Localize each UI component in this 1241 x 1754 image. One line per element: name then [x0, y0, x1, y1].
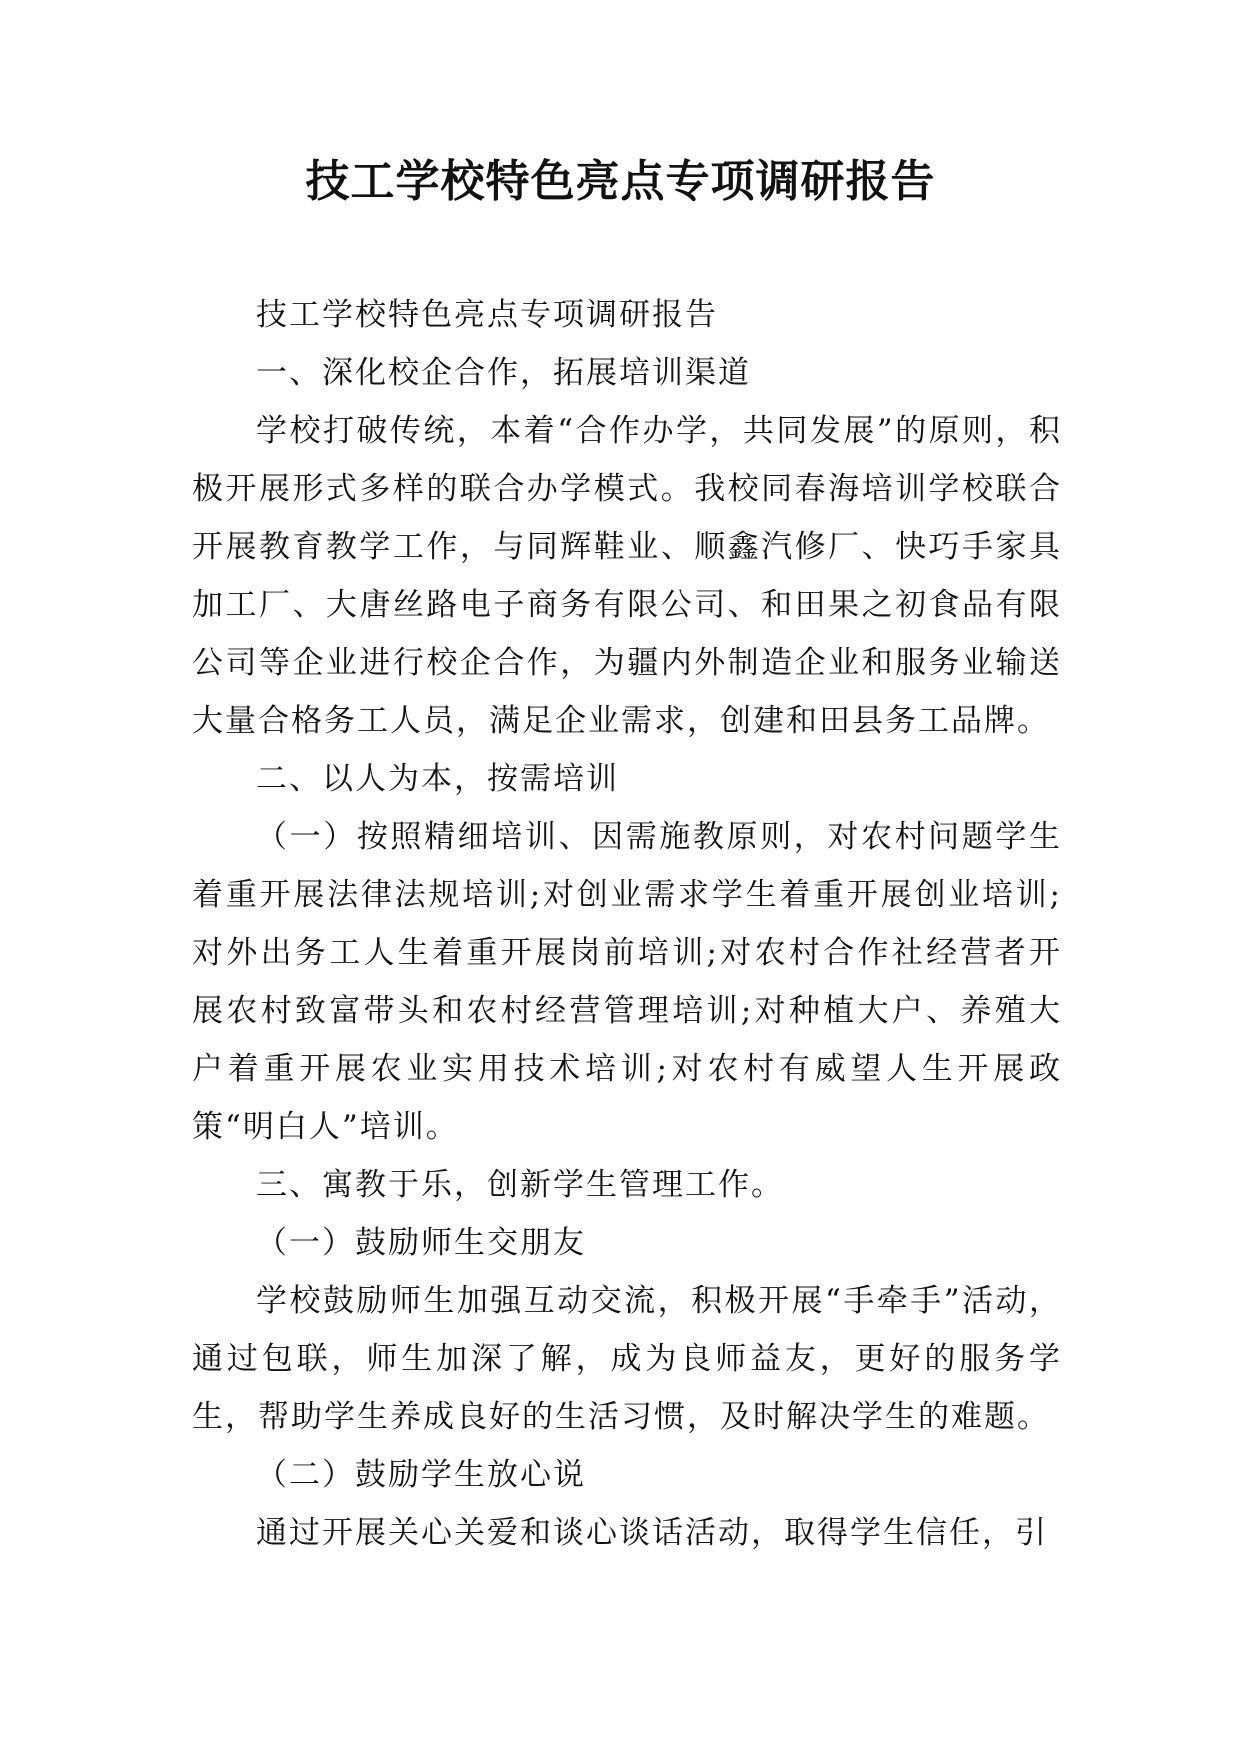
document-body: [192, 286, 1062, 1562]
heading-section-3: 三、寓教于乐，创新学生管理工作。: [256, 1167, 784, 1203]
subheading-teacher-friends: （一）鼓励师生交朋友: [256, 1225, 586, 1261]
subheading-students-speak: （二）鼓励学生放心说: [256, 1457, 586, 1493]
paragraph-students-speak: 通过开展关心关爱和谈心谈话活动，取得学生信任，引: [256, 1515, 1048, 1551]
paragraph-school-enterprise: 学校打破传统，本着“合作办学，共同发展”的原则，积极开展形式多样的联合办学模式。我校同春海培训学校联合开展教育教学工作，与同辉鞋业、顺鑫汽修厂、快巧手家具加工厂、大唐丝路电子商务有限公司、和田果之初食品有限公司等企业进行校企合作，为疆内外制造企业和服务业输送大量合格务工人员，满足企业需求，创建和田县务工品牌。: [192, 413, 1062, 739]
heading-section-1: 一、深化校企合作，拓展培训渠道: [256, 355, 751, 391]
paragraph-subtitle: 技工学校特色亮点专项调研报告: [256, 297, 718, 333]
paragraph-teacher-friends: 学校鼓励师生加强互动交流，积极开展“手牵手”活动，通过包联，师生加深了解，成为良师益友，更好的服务学生，帮助学生养成良好的生活习惯，及时解决学生的难题。: [192, 1283, 1062, 1435]
heading-section-2: 二、以人为本，按需培训: [256, 761, 619, 797]
document-title: 技工学校特色亮点专项调研报告: [305, 156, 936, 207]
paragraph-training: （一）按照精细培训、因需施教原则，对农村问题学生着重开展法律法规培训;对创业需求学生着重开展创业培训;对外出务工人生着重开展岗前培训;对农村合作社经营者开展农村致富带头和农村经营管理培训;对种植大户、养殖大户着重开展农业实用技术培训;对农村有威望人生开展政策“明白人”培训。: [192, 819, 1062, 1145]
